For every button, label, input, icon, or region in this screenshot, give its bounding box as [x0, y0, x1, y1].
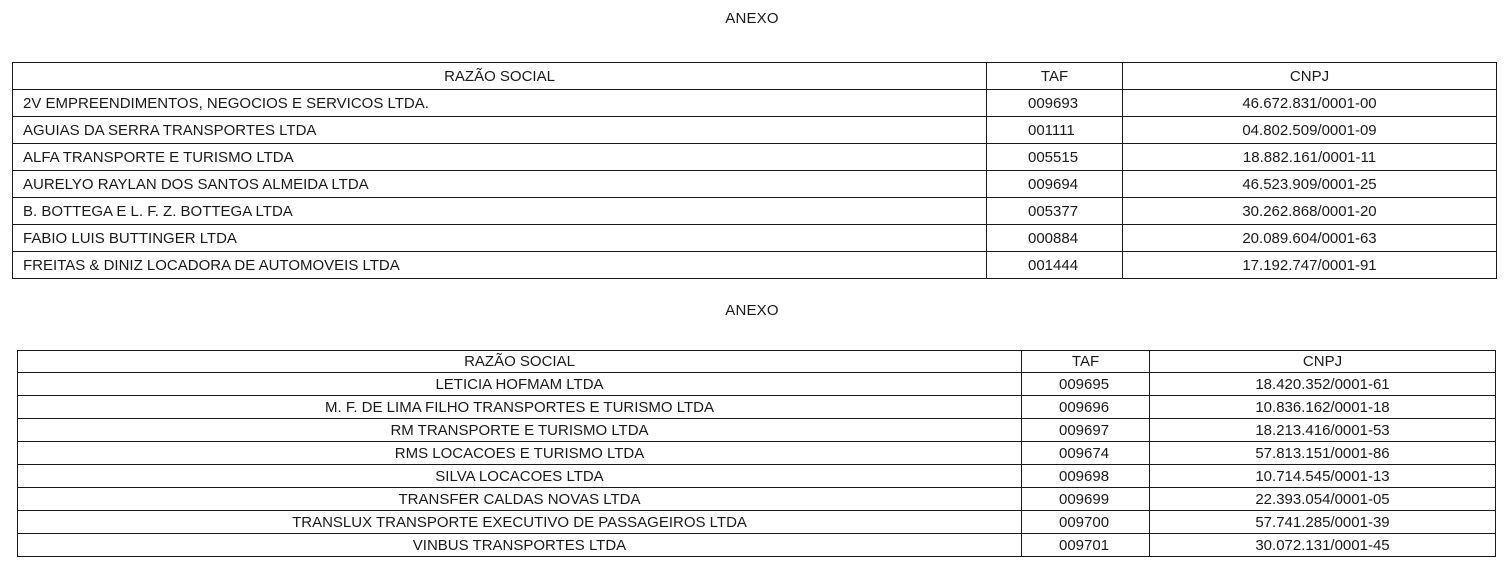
cnpj-cell: 30.072.131/0001-45 — [1150, 534, 1496, 557]
taf-cell: 009674 — [1022, 442, 1150, 465]
taf-cell: 001444 — [987, 252, 1123, 279]
taf-cell: 009697 — [1022, 419, 1150, 442]
header-taf: TAF — [987, 63, 1123, 90]
taf-cell: 009696 — [1022, 396, 1150, 419]
cnpj-cell: 10.836.162/0001-18 — [1150, 396, 1496, 419]
cnpj-cell: 17.192.747/0001-91 — [1123, 252, 1497, 279]
cnpj-cell: 46.523.909/0001-25 — [1123, 171, 1497, 198]
cnpj-cell: 18.420.352/0001-61 — [1150, 373, 1496, 396]
header-taf: TAF — [1022, 351, 1150, 373]
table-row — [18, 534, 1496, 557]
company-name-cell: TRANSFER CALDAS NOVAS LTDA — [18, 488, 1022, 511]
table-header-row — [18, 351, 1496, 373]
table-row — [18, 488, 1496, 511]
cnpj-cell: 18.882.161/0001-11 — [1123, 144, 1497, 171]
cnpj-cell: 22.393.054/0001-05 — [1150, 488, 1496, 511]
cnpj-cell: 20.089.604/0001-63 — [1123, 225, 1497, 252]
table-row — [13, 144, 1497, 171]
table-row — [18, 396, 1496, 419]
taf-cell: 001111 — [987, 117, 1123, 144]
companies-table-1 — [12, 62, 1497, 279]
company-name-cell: FREITAS & DINIZ LOCADORA DE AUTOMOVEIS LTDA — [13, 252, 987, 279]
header-cnpj: CNPJ — [1123, 63, 1497, 90]
company-name-cell: AGUIAS DA SERRA TRANSPORTES LTDA — [13, 117, 987, 144]
cnpj-cell: 57.813.151/0001-86 — [1150, 442, 1496, 465]
table-row — [13, 90, 1497, 117]
table-row — [18, 373, 1496, 396]
company-name-cell: 2V EMPREENDIMENTOS, NEGOCIOS E SERVICOS LTDA. — [13, 90, 987, 117]
companies-table-2 — [17, 350, 1496, 557]
taf-cell: 009694 — [987, 171, 1123, 198]
header-razao-social: RAZÃO SOCIAL — [13, 63, 987, 90]
taf-cell: 009701 — [1022, 534, 1150, 557]
cnpj-cell: 10.714.545/0001-13 — [1150, 465, 1496, 488]
table-row — [18, 442, 1496, 465]
taf-cell: 000884 — [987, 225, 1123, 252]
company-name-cell: B. BOTTEGA E L. F. Z. BOTTEGA LTDA — [13, 198, 987, 225]
company-name-cell: TRANSLUX TRANSPORTE EXECUTIVO DE PASSAGEIROS LTDA — [18, 511, 1022, 534]
cnpj-cell: 57.741.285/0001-39 — [1150, 511, 1496, 534]
table-row — [13, 117, 1497, 144]
header-cnpj: CNPJ — [1150, 351, 1496, 373]
section-title: ANEXO — [725, 302, 779, 319]
company-name-cell: FABIO LUIS BUTTINGER LTDA — [13, 225, 987, 252]
taf-cell: 009698 — [1022, 465, 1150, 488]
taf-cell: 009700 — [1022, 511, 1150, 534]
company-name-cell: RMS LOCACOES E TURISMO LTDA — [18, 442, 1022, 465]
cnpj-cell: 18.213.416/0001-53 — [1150, 419, 1496, 442]
cnpj-cell: 30.262.868/0001-20 — [1123, 198, 1497, 225]
taf-cell: 009699 — [1022, 488, 1150, 511]
company-name-cell: VINBUS TRANSPORTES LTDA — [18, 534, 1022, 557]
table-row — [13, 198, 1497, 225]
taf-cell: 009693 — [987, 90, 1123, 117]
table-row — [18, 511, 1496, 534]
table-row — [13, 252, 1497, 279]
section-title: ANEXO — [725, 10, 779, 27]
cnpj-cell: 46.672.831/0001-00 — [1123, 90, 1497, 117]
taf-cell: 009695 — [1022, 373, 1150, 396]
taf-cell: 005377 — [987, 198, 1123, 225]
cnpj-cell: 04.802.509/0001-09 — [1123, 117, 1497, 144]
taf-cell: 005515 — [987, 144, 1123, 171]
company-name-cell: ALFA TRANSPORTE E TURISMO LTDA — [13, 144, 987, 171]
company-name-cell: RM TRANSPORTE E TURISMO LTDA — [18, 419, 1022, 442]
company-name-cell: M. F. DE LIMA FILHO TRANSPORTES E TURISMO LTDA — [18, 396, 1022, 419]
table-row — [18, 465, 1496, 488]
company-name-cell: SILVA LOCACOES LTDA — [18, 465, 1022, 488]
company-name-cell: LETICIA HOFMAM LTDA — [18, 373, 1022, 396]
table-row — [18, 419, 1496, 442]
header-razao-social: RAZÃO SOCIAL — [18, 351, 1022, 373]
table-row — [13, 171, 1497, 198]
table-row — [13, 225, 1497, 252]
table-header-row — [13, 63, 1497, 90]
company-name-cell: AURELYO RAYLAN DOS SANTOS ALMEIDA LTDA — [13, 171, 987, 198]
